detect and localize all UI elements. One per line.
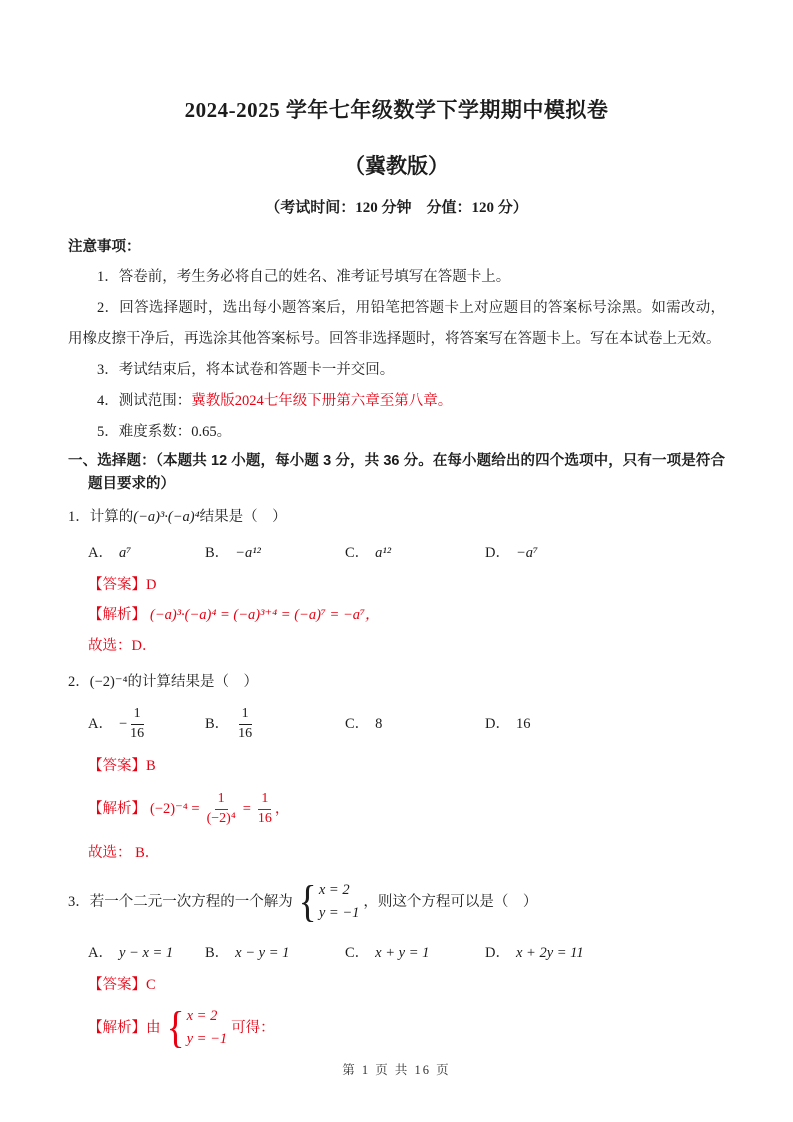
question-3-option-b (205, 940, 345, 966)
question-2-stem (68, 669, 725, 695)
left-brace: { (166, 1003, 185, 1053)
note-item-4 (68, 386, 725, 417)
left-brace: { (298, 877, 317, 927)
question-2-options (68, 701, 725, 747)
answer-label: 【答案】 (88, 577, 146, 593)
question-3-text-pre: 若一个二元一次方程的一个解为 (89, 894, 293, 910)
analysis-fraction-2 (255, 790, 275, 829)
system-equation-1: x = 2 (186, 1008, 218, 1024)
option-a-label: A． (88, 545, 113, 561)
question-1-text-pre: 计算的 (89, 509, 134, 525)
page-subtitle: （冀教版） (344, 154, 449, 178)
note-item-1: 1．答卷前，考生务必将自己的姓名、准考证号填写在答题卡上。 (97, 269, 511, 285)
note-item-3: 3．考试结束后，将本试卷和答题卡一并交回。 (97, 362, 395, 378)
question-1-option-c (345, 540, 485, 566)
fraction-numerator: 1 (131, 705, 144, 725)
question-1-expression: (−a)³·(−a)⁴ (133, 509, 200, 525)
option-c-label: C． (345, 945, 370, 961)
question-2-expression: (−2)⁻⁴ (89, 674, 128, 690)
note-item-2: 2．回答选择题时，选出每小题答案后，用铅笔把答题卡上对应题目的答案标号涂黑。如需改动，用橡皮擦干净后，再选涂其他答案标号。回答非选择题时，将答案写在答题卡上。写在本试卷上无效。 (68, 300, 725, 347)
fraction-denominator: 16 (130, 725, 145, 741)
question-1-option-b (205, 540, 345, 566)
question-2-conclusion: 故选： B． (88, 845, 160, 861)
analysis-label: 【解析】 (88, 1020, 146, 1036)
option-b-label: B． (205, 716, 230, 732)
option-a-sign: − (118, 716, 128, 732)
question-1-options (68, 540, 725, 566)
fraction-denominator: 16 (238, 725, 253, 741)
answer-value: B (146, 758, 156, 774)
option-d-value: 16 (515, 716, 531, 732)
question-3-text-post: ，则这个方程可以是（ ） (363, 894, 538, 910)
option-a-label: A． (88, 945, 113, 961)
question-1 (68, 504, 725, 657)
question-1-stem (68, 504, 725, 530)
fraction-numerator: 1 (215, 790, 228, 810)
system-equation-1: x = 2 (318, 882, 350, 898)
option-d-label: D． (485, 716, 510, 732)
notes-section (68, 232, 725, 448)
option-a-value: a⁷ (118, 545, 132, 561)
question-1-option-d (485, 540, 725, 566)
question-1-conclusion: 故选：D． (88, 638, 157, 654)
analysis-lhs: (−2)⁻⁴ = (150, 801, 200, 817)
question-2-number: 2． (68, 674, 90, 690)
option-c-value: 8 (375, 716, 383, 732)
fraction-denominator: 16 (257, 810, 272, 826)
question-3-analysis (68, 1003, 725, 1053)
analysis-text-post: 可得： (231, 1020, 275, 1036)
option-b-value: x − y = 1 (235, 945, 290, 961)
analysis-fraction-1 (204, 790, 239, 829)
option-a-fraction (127, 705, 147, 744)
question-3-options (68, 940, 725, 966)
equation-system (297, 879, 360, 925)
answer-value: C (146, 977, 156, 993)
question-2-option-a (88, 705, 205, 744)
fraction-numerator: 1 (239, 705, 252, 725)
option-c-label: C． (345, 716, 370, 732)
fraction-denominator: (−2)⁴ (206, 810, 236, 826)
question-2-option-d (485, 711, 725, 737)
question-3-number: 3． (68, 894, 90, 910)
question-3-answer (68, 974, 725, 996)
page-title: 2024-2025 学年七年级数学下学期期中模拟卷 (184, 98, 609, 122)
option-d-label: D． (485, 545, 510, 561)
option-d-label: D． (485, 945, 510, 961)
option-a-value: y − x = 1 (118, 945, 174, 961)
answer-label: 【答案】 (88, 977, 146, 993)
question-1-number: 1． (68, 509, 90, 525)
option-b-label: B． (205, 545, 230, 561)
option-b-fraction (235, 705, 255, 744)
system-equation-2: y = −1 (186, 1031, 228, 1047)
question-3-option-c (345, 940, 485, 966)
question-2-option-b (205, 705, 345, 744)
note-item-4-prefix: 4．测试范围： (97, 393, 192, 409)
equation-system (165, 1005, 228, 1051)
option-d-value: −a⁷ (515, 545, 539, 561)
analysis-label: 【解析】 (88, 607, 146, 623)
question-1-option-a (88, 540, 205, 566)
section-1-heading: 一、选择题：（本题共 12 小题，每小题 3 分，共 36 分。在每小题给出的四个选项中，只有一项是符合题目要求的） (68, 453, 725, 492)
fraction-numerator: 1 (258, 790, 271, 810)
question-3-option-d (485, 940, 725, 966)
note-item-5: 5．难度系数：0.65。 (97, 424, 232, 440)
question-2-analysis (68, 784, 725, 834)
notes-heading: 注意事项： (68, 239, 141, 255)
analysis-tail: ， (274, 801, 290, 817)
answer-label: 【答案】 (88, 758, 146, 774)
option-c-value: x + y = 1 (375, 945, 430, 961)
answer-value: D (146, 577, 157, 593)
question-1-answer (68, 574, 725, 596)
analysis-label: 【解析】 (88, 801, 146, 817)
exam-info: （考试时间：120 分钟 分值：120 分） (265, 200, 528, 216)
option-c-value: a¹² (375, 545, 392, 561)
analysis-equals: = (242, 801, 251, 817)
option-b-value: −a¹² (235, 545, 261, 561)
question-3-option-a (88, 940, 205, 966)
analysis-expression: (−a)³·(−a)⁴ = (−a)³⁺⁴ = (−a)⁷ = −a⁷， (150, 607, 380, 623)
option-b-label: B． (205, 945, 230, 961)
question-2-text-post: 的计算结果是（ ） (127, 674, 259, 690)
system-equation-2: y = −1 (318, 905, 360, 921)
question-3 (68, 874, 725, 1053)
question-1-text-post: 结果是（ ） (199, 509, 287, 525)
page-footer: 第 1 页 共 16 页 (342, 1063, 451, 1077)
question-3-stem (68, 874, 725, 930)
question-2-option-c (345, 711, 485, 737)
option-d-value: x + 2y = 11 (515, 945, 584, 961)
question-1-analysis (68, 603, 725, 627)
question-2-answer (68, 755, 725, 777)
note-item-4-scope: 冀教版2024七年级下册第六章至第八章。 (191, 393, 453, 409)
analysis-text-pre: 由 (146, 1020, 161, 1036)
question-2 (68, 669, 725, 864)
option-a-label: A． (88, 716, 113, 732)
option-c-label: C． (345, 545, 370, 561)
